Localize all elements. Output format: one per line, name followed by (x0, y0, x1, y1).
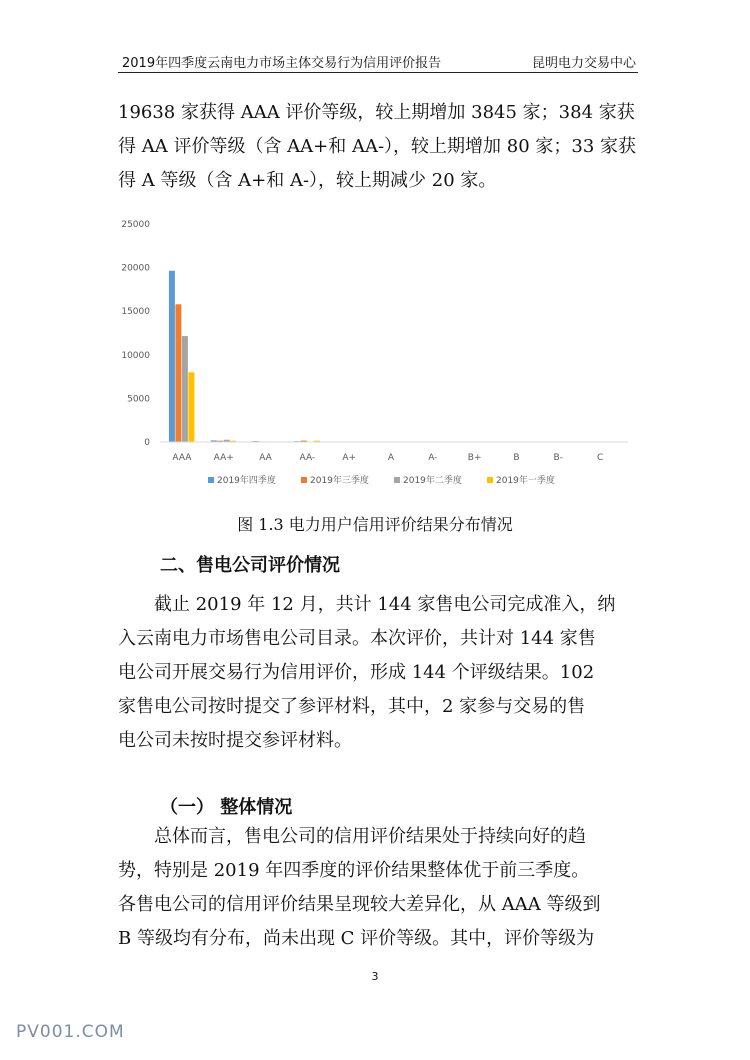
figure-caption: 图 1.3 电力用户信用评价结果分布情况 (237, 515, 513, 534)
legend-swatch (301, 477, 307, 483)
paragraph-line: 得 AA 评价等级（含 AA+和 AA-），较上期增加 80 家；33 家获 (118, 136, 637, 157)
x-tick-label: A+ (342, 453, 357, 463)
paragraph-line: 势，特别是 2019 年四季度的评价结果整体优于前三季度。 (118, 860, 590, 881)
page-number: 3 (371, 970, 379, 983)
paragraph-line: B 等级均有分布，尚未出现 C 评价等级。其中，评价等级为 (118, 928, 595, 949)
y-tick-label: 0 (144, 438, 150, 448)
paragraph-line: 电公司开展交易行为信用评价，形成 144 个评级结果。102 (118, 662, 595, 683)
paragraph-line: 总体而言，售电公司的信用评价结果处于持续向好的趋 (154, 826, 586, 847)
bar (169, 271, 175, 442)
legend-label: 2019年四季度 (217, 476, 276, 486)
y-tick-label: 20000 (121, 263, 150, 274)
chart-legend (208, 474, 555, 486)
paragraph-retail-companies (118, 588, 638, 758)
y-tick-label: 10000 (121, 350, 150, 361)
bar (188, 372, 194, 442)
paragraph-line: 19638 家获得 AAA 评价等级，较上期增加 3845 家；384 家获 (118, 102, 635, 123)
legend-label: 2019年三季度 (310, 476, 369, 486)
header-organization: 昆明电力交易中心 (531, 56, 636, 71)
x-tick-label: C (596, 453, 604, 463)
page-header (118, 50, 638, 73)
legend-swatch (487, 477, 493, 483)
paragraph-line: 截止 2019 年 12 月，共计 144 家售电公司完成准入，纳 (154, 594, 616, 615)
paragraph-line: 各售电公司的信用评价结果呈现较大差异化，从 AAA 等级到 (118, 894, 601, 915)
y-tick-label: 5000 (127, 394, 150, 405)
legend-swatch (208, 477, 214, 483)
bar (175, 304, 181, 442)
x-tick-label: B (513, 453, 520, 463)
subsection-heading: （一） 整体情况 (160, 797, 293, 818)
y-axis (121, 220, 150, 448)
x-tick-label: A (387, 453, 395, 463)
paragraph-user-ratings (118, 96, 638, 198)
section-heading: 二、售电公司评价情况 (160, 555, 340, 576)
watermark: PV001.COM (16, 1022, 125, 1042)
x-tick-label: AA- (299, 453, 316, 463)
paragraph-line: 家售电公司按时提交了参评材料，其中，2 家参与交易的售 (118, 696, 586, 717)
x-tick-label: AAA (172, 453, 192, 463)
x-tick-label: AA+ (213, 453, 234, 463)
paragraph-line: 入云南电力市场售电公司目录。本次评价，共计对 144 家售 (118, 628, 596, 649)
bars (169, 271, 571, 442)
y-tick-label: 25000 (121, 220, 150, 230)
legend-swatch (394, 477, 400, 483)
x-tick-label: B- (553, 453, 563, 463)
paragraph-line: 电公司未按时提交参评材料。 (118, 730, 352, 751)
header-report-title: 2019年四季度云南电力市场主体交易行为信用评价报告 (122, 56, 442, 71)
y-tick-label: 15000 (121, 307, 150, 318)
x-tick-label: A- (428, 453, 438, 463)
paragraph-overall-situation (118, 820, 638, 956)
credit-rating-bar-chart (118, 212, 638, 502)
bar (182, 336, 188, 442)
legend-label: 2019年二季度 (403, 476, 462, 486)
x-tick-label: B+ (467, 453, 482, 463)
x-axis (160, 442, 628, 463)
paragraph-line: 得 A 等级（含 A+和 A-），较上期减少 20 家。 (118, 170, 497, 191)
legend-label: 2019年一季度 (496, 476, 555, 486)
x-tick-label: AA (259, 453, 272, 463)
